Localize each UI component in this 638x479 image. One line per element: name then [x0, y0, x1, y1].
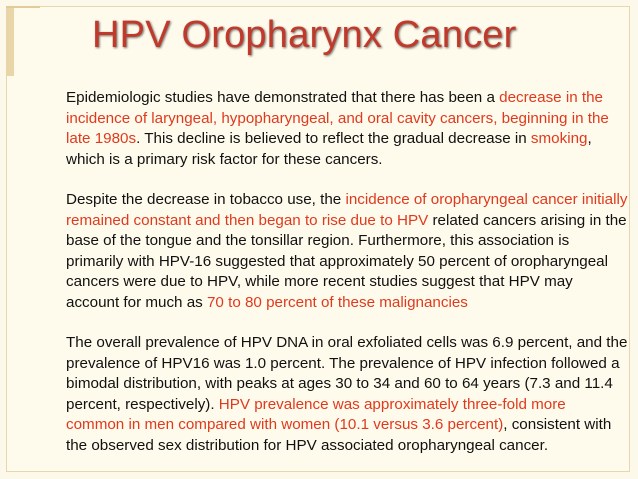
- slide-title: HPV Oropharynx Cancer: [92, 14, 517, 56]
- p1-text-1: Epidemiologic studies have demonstrated that there has been a: [66, 89, 500, 106]
- corner-line-decoration: [6, 6, 40, 8]
- p3-text-1: The overall prevalence of HPV DNA in oral exfoliated cells was 6.9 percent, and the prevalence of HPV16 was 1.0 percent. The prevalence of HPV infection followed a bimodal distribution, with peaks at ages 30 to 34 and 60 to 64 years (7.3 and 11.4 percent, respectively).: [66, 334, 628, 413]
- paragraph-incidence: [66, 190, 628, 313]
- p1-text-2: . This decline is believed to reflect the gradual decrease in: [136, 130, 531, 147]
- corner-decoration: [6, 6, 14, 76]
- paragraph-prevalence: [66, 333, 628, 456]
- p1-highlight-smoking: smoking: [530, 130, 588, 147]
- p2-highlight-percent: 70 to 80 percent of these malignancies: [206, 293, 468, 311]
- p1-highlight-decrease: decrease in the incidence of laryngeal, hypopharyngeal, and oral cavity cancers, beginning in the late 1980s: [66, 89, 609, 147]
- p2-highlight-incidence: incidence of oropharyngeal cancer initially remained constant and then began to rise due to HPV: [66, 191, 628, 229]
- p1-text-3: , which is a primary risk factor for these cancers.: [66, 130, 592, 168]
- p3-highlight-prevalence: HPV prevalence was approximately three-fold more common in men compared with women (10.1 versus 3.6 percent): [66, 395, 566, 433]
- p2-text-2: related cancers arising in the base of the tongue and the tonsillar region. Furthermore, this association is primarily with HPV-16 suggested that approximately 50 percent of oropharyngeal cancers were due to HPV, while more recent studies suggest that HPV may account for much as: [66, 211, 627, 311]
- p2-text-1: Despite the decrease in tobacco use, the: [66, 191, 346, 208]
- slide-body: [66, 88, 628, 456]
- paragraph-epidemiology: [66, 88, 628, 170]
- p3-text-2: , consistent with the observed sex distribution for HPV associated oropharyngeal cancer.: [66, 416, 612, 454]
